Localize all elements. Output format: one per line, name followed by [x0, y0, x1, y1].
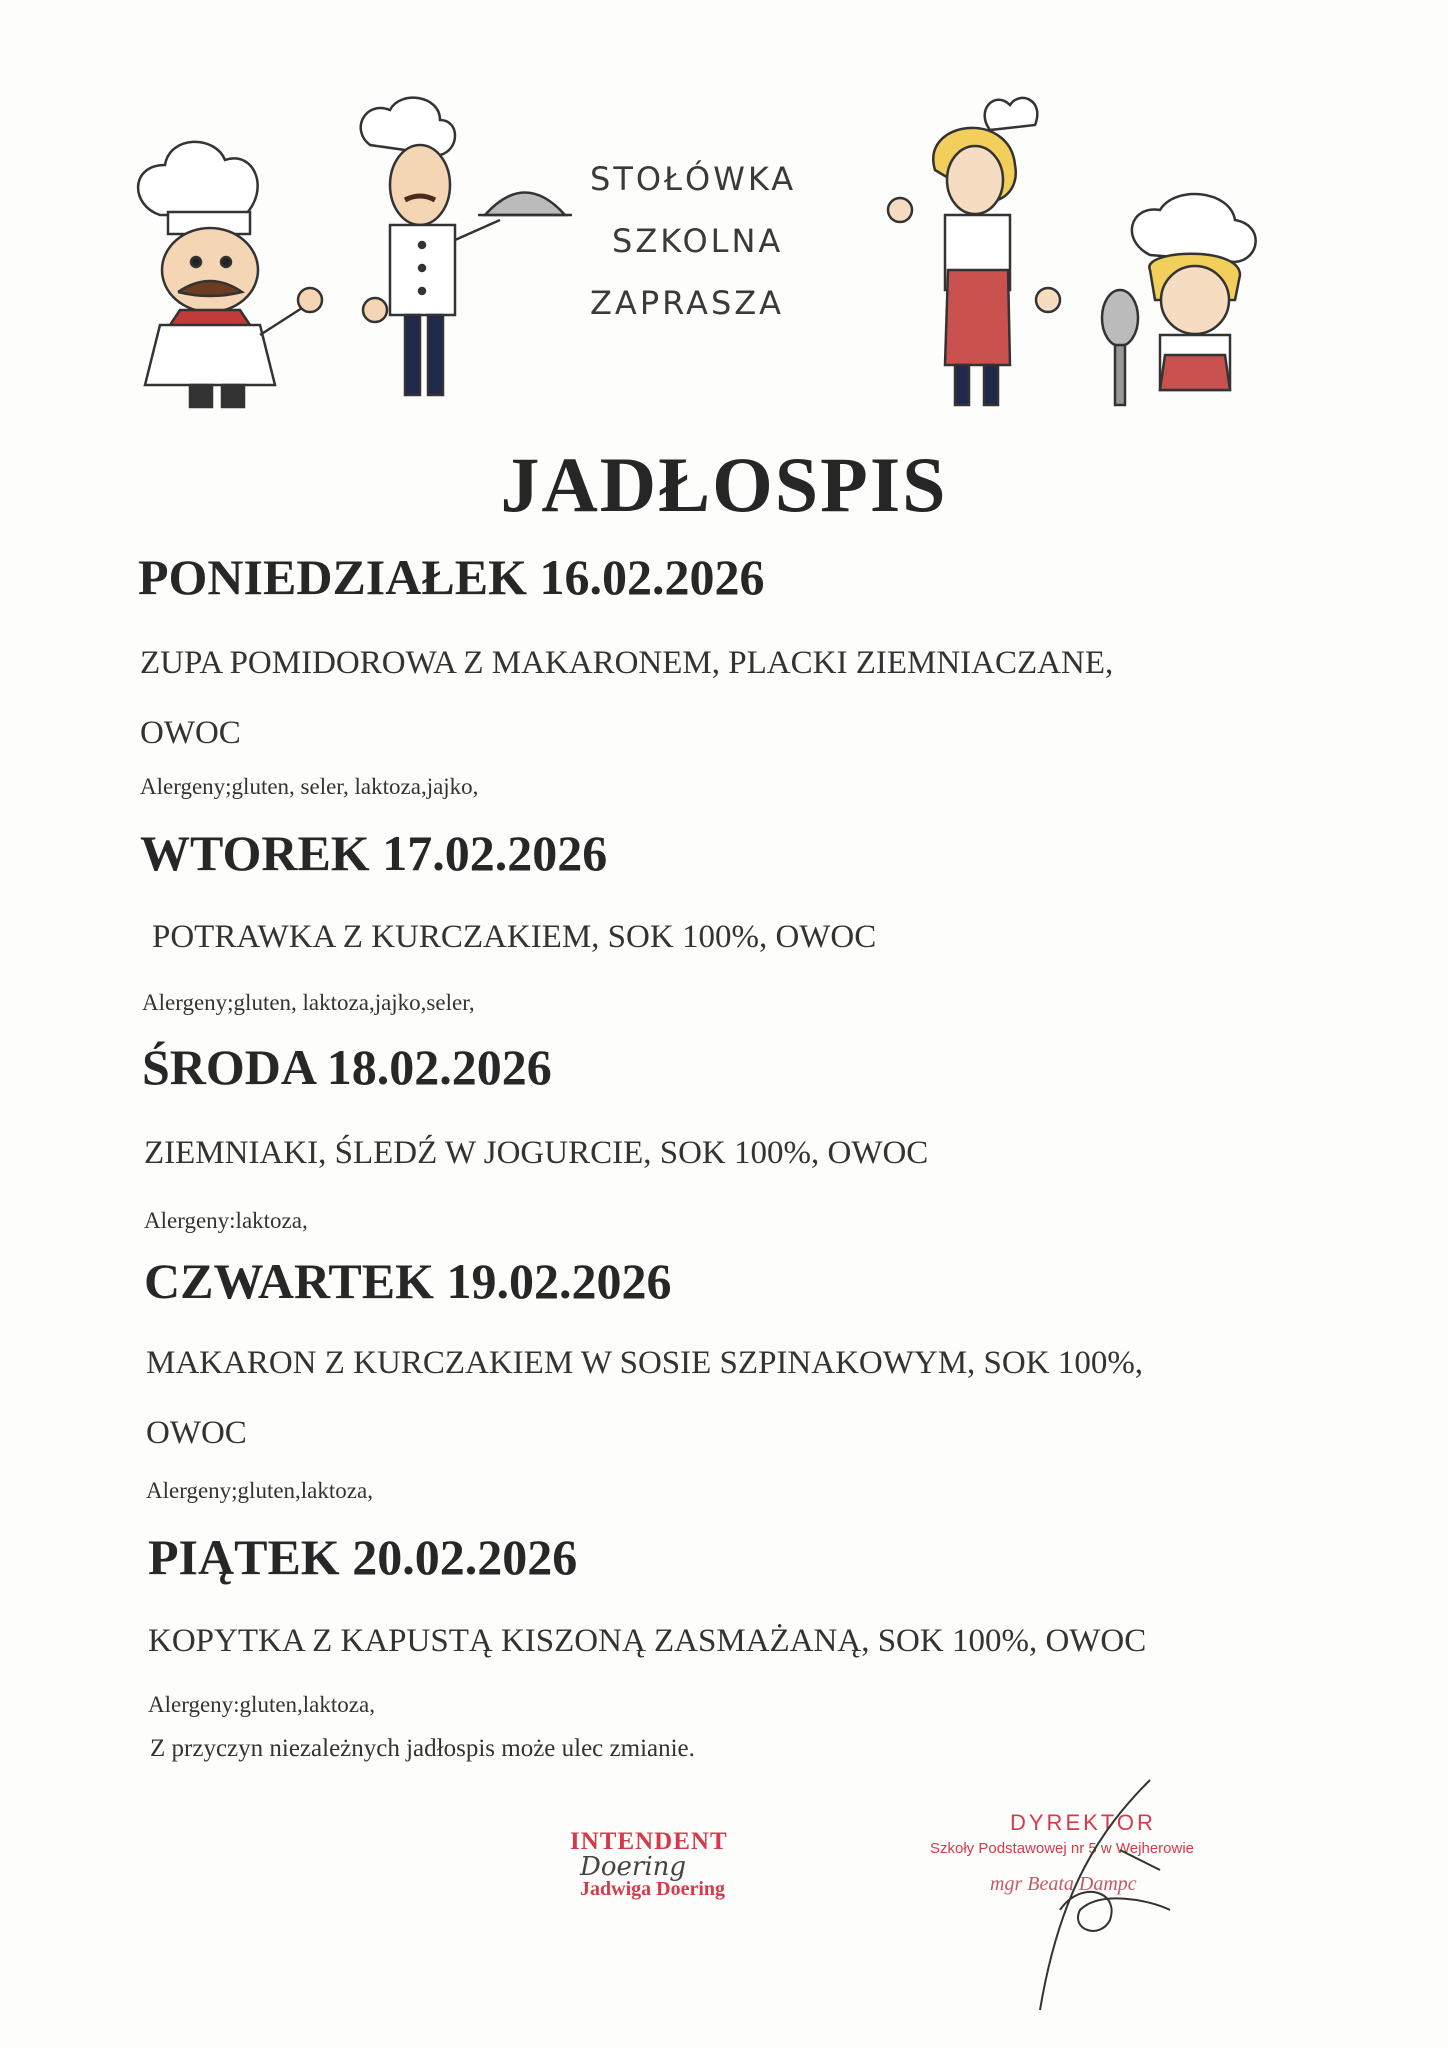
- female-cook-icon: [888, 98, 1060, 405]
- banner-line: ZAPRASZA: [590, 284, 785, 322]
- menu-dishes-monday: [140, 628, 1370, 768]
- allergens-monday: Alergeny;gluten, seler, laktoza,jajko,: [140, 774, 479, 799]
- menu-dishes-friday: [148, 1606, 1378, 1676]
- dish-line: OWOC: [140, 715, 241, 751]
- allergens-tuesday: Alergeny;gluten, laktoza,jajko,seler,: [142, 990, 475, 1015]
- intendent-stamp: [570, 1828, 770, 1901]
- page-title: JADŁOSPIS: [500, 441, 948, 528]
- dish-line: ZIEMNIAKI, ŚLEDŹ W JOGURCIE, SOK 100%, OWOC: [144, 1135, 929, 1171]
- day-heading-thursday: CZWARTEK 19.02.2026: [144, 1253, 672, 1309]
- day-heading-tuesday: WTOREK 17.02.2026: [140, 825, 608, 881]
- director-signature-scribble: [1000, 1770, 1220, 2020]
- menu-dishes-tuesday: [152, 902, 1382, 972]
- day-heading-friday: PIĄTEK 20.02.2026: [148, 1529, 578, 1585]
- banner-line: SZKOLNA: [612, 222, 784, 260]
- day-heading-wednesday: ŚRODA 18.02.2026: [142, 1039, 552, 1095]
- dish-line: MAKARON Z KURCZAKIEM W SOSIE SZPINAKOWYM, SOK 100%,: [146, 1345, 1144, 1381]
- allergens-friday: Alergeny:gluten,laktoza,: [148, 1692, 375, 1717]
- director-school: Szkoły Podstawowej nr 5 w Wejherowie: [930, 1840, 1195, 1857]
- allergens-wednesday: Alergeny:laktoza,: [144, 1208, 308, 1233]
- allergens-thursday: Alergeny;gluten,laktoza,: [146, 1478, 373, 1503]
- intendent-signature: Doering: [580, 1852, 687, 1882]
- day-heading-monday: PONIEDZIAŁEK 16.02.2026: [138, 549, 765, 605]
- banner-line: STOŁÓWKA: [590, 160, 797, 198]
- dish-line: POTRAWKA Z KURCZAKIEM, SOK 100%, OWOC: [152, 919, 877, 955]
- director-name: mgr Beata Dampc: [990, 1873, 1137, 1895]
- chef-with-mustache-icon: [138, 142, 322, 407]
- change-notice: Z przyczyn niezależnych jadłospis może ulec zmianie.: [150, 1735, 695, 1762]
- girl-chef-with-spoon-icon: [1102, 194, 1256, 405]
- dish-line: KOPYTKA Z KAPUSTĄ KISZONĄ ZASMAŻANĄ, SOK 100%, OWOC: [148, 1623, 1147, 1659]
- intendent-title: INTENDENT: [570, 1828, 728, 1855]
- waiter-with-cloche-icon: [361, 98, 572, 395]
- dish-line: OWOC: [146, 1415, 247, 1451]
- dish-line: ZUPA POMIDOROWA Z MAKARONEM, PLACKI ZIEMNIACZANE,: [140, 645, 1114, 681]
- menu-dishes-wednesday: [144, 1118, 1374, 1188]
- canteen-banner: [590, 148, 890, 334]
- director-title: DYREKTOR: [1010, 1810, 1156, 1835]
- menu-dishes-thursday: [146, 1328, 1376, 1468]
- intendent-name: Jadwiga Doering: [580, 1878, 725, 1900]
